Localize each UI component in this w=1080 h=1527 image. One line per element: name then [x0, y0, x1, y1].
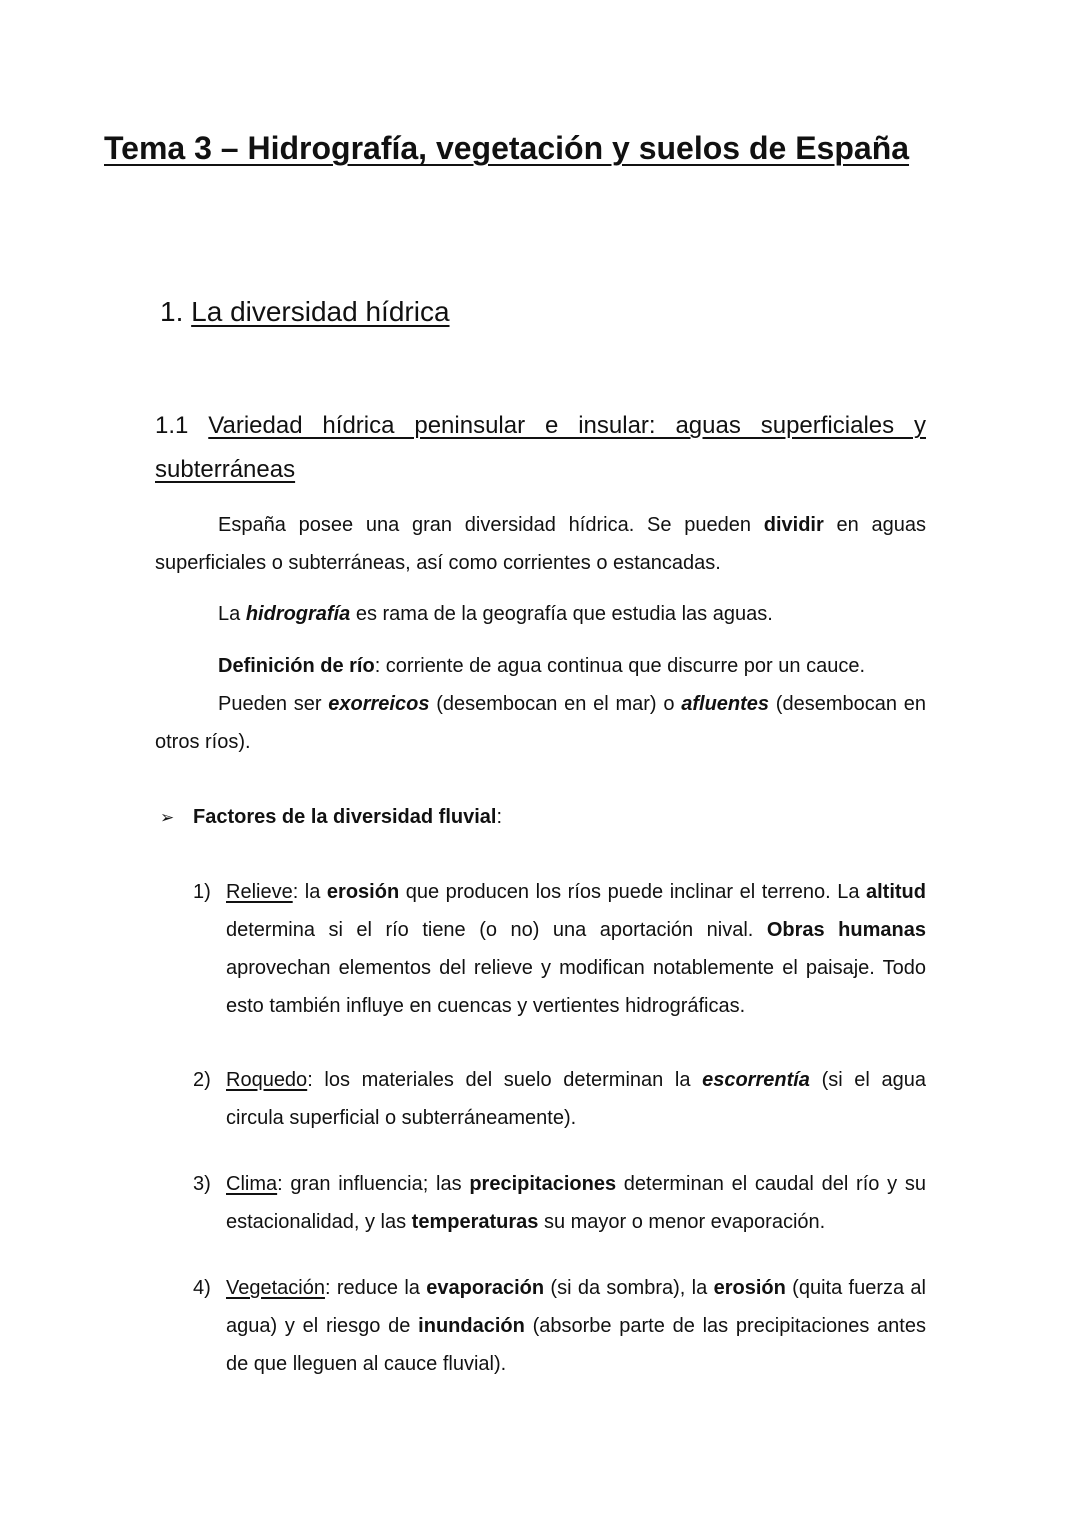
paragraph-text: (desembocan en otros ríos).: [155, 693, 926, 753]
paragraph-bold: dividir: [763, 514, 824, 536]
factor-text: : la: [292, 881, 327, 903]
subsection-heading: [155, 404, 926, 492]
factor-number: 2): [193, 1069, 211, 1091]
factor-bold: erosión: [713, 1277, 786, 1299]
factor-term: Clima: [226, 1173, 278, 1195]
factor-number: 1): [193, 881, 211, 903]
paragraph-text: : corriente de agua continua que discurre por un cauce.: [374, 655, 865, 677]
factor-bold: erosión: [326, 881, 400, 903]
factor-term: Relieve: [226, 881, 293, 903]
factor-term: Roquedo: [226, 1069, 308, 1091]
factor-bold-italic: escorrentía: [702, 1069, 810, 1091]
factor-text: (si da sombra), la: [544, 1277, 714, 1299]
factor-text: (absorbe parte de las precipitaciones antes de que lleguen al cauce fluvial).: [226, 1315, 926, 1375]
factor-text: aprovechan elementos del relieve y modifican notablemente el paisaje. Todo esto también influye en cuencas y vertientes hidrográficas.: [226, 957, 926, 1017]
factor-text: (si el agua circula superficial o subterráneamente).: [226, 1069, 926, 1129]
arrow-bullet-icon: ➢: [160, 808, 175, 827]
factor-bold: inundación: [418, 1315, 525, 1337]
paragraph-diversity: [155, 506, 926, 582]
bullet-label: Factores de la diversidad fluvial: [193, 806, 497, 828]
paragraph-text: (desembocan en el mar) o: [429, 693, 682, 715]
paragraph-bold-italic: afluentes: [681, 693, 770, 715]
paragraph-text: España posee una gran diversidad hídrica. Se pueden: [218, 514, 764, 536]
factor-text: que producen los ríos puede inclinar el terreno. La: [399, 881, 866, 903]
subsection-title: Variedad hídrica peninsular e insular: aguas superficiales y subterráneas: [155, 412, 926, 483]
factor-bold: evaporación: [426, 1277, 545, 1299]
factor-item-clima: [193, 1165, 926, 1241]
factor-body: [226, 873, 926, 1025]
factors-bullet: [160, 798, 502, 837]
paragraph-text: Pueden ser: [218, 693, 329, 715]
section-title: La diversidad hídrica: [191, 296, 450, 327]
factor-number: 3): [193, 1173, 211, 1195]
factor-body: [226, 1165, 926, 1241]
factor-text: su mayor o menor evaporación.: [538, 1211, 826, 1233]
factor-body: [226, 1269, 926, 1383]
subsection-number: 1.1: [155, 412, 189, 439]
factor-item-relieve: [193, 873, 926, 1025]
paragraph-text: La: [218, 603, 246, 625]
paragraph-river-definition: [218, 647, 865, 685]
factor-text: : gran influencia; las: [277, 1173, 470, 1195]
bullet-suffix: :: [496, 806, 503, 828]
factor-body: [226, 1061, 926, 1137]
section-heading: [160, 294, 450, 330]
paragraph-bold: Definición de río: [218, 655, 375, 677]
factor-text: : los materiales del suelo determinan la: [307, 1069, 703, 1091]
paragraph-river-types: [155, 685, 926, 761]
factor-text: determina si el río tiene (o no) una aportación nival.: [226, 919, 767, 941]
paragraph-text: es rama de la geografía que estudia las aguas.: [350, 603, 773, 625]
factor-bold: temperaturas: [411, 1211, 539, 1233]
factor-bold: precipitaciones: [469, 1173, 617, 1195]
paragraph-bold-italic: exorreicos: [328, 693, 430, 715]
factor-text: : reduce la: [324, 1277, 427, 1299]
factor-item-vegetacion: [193, 1269, 926, 1383]
section-number: 1.: [160, 296, 184, 327]
factor-item-roquedo: [193, 1061, 926, 1137]
factor-number: 4): [193, 1277, 211, 1299]
paragraph-text: en aguas superficiales o subterráneas, así como corrientes o estancadas.: [155, 514, 927, 574]
factor-bold: Obras humanas: [766, 919, 926, 941]
factor-text: (quita fuerza al agua) y el riesgo de: [226, 1277, 927, 1337]
factor-bold: altitud: [866, 881, 926, 903]
paragraph-hydrography: [218, 595, 773, 633]
factor-text: determinan el caudal del río y su estacionalidad, y las: [226, 1173, 927, 1233]
document-title: Tema 3 – Hidrografía, vegetación y suelos de España: [104, 130, 910, 166]
paragraph-bold-italic: hidrografía: [245, 603, 351, 625]
factor-term: Vegetación: [226, 1277, 325, 1299]
